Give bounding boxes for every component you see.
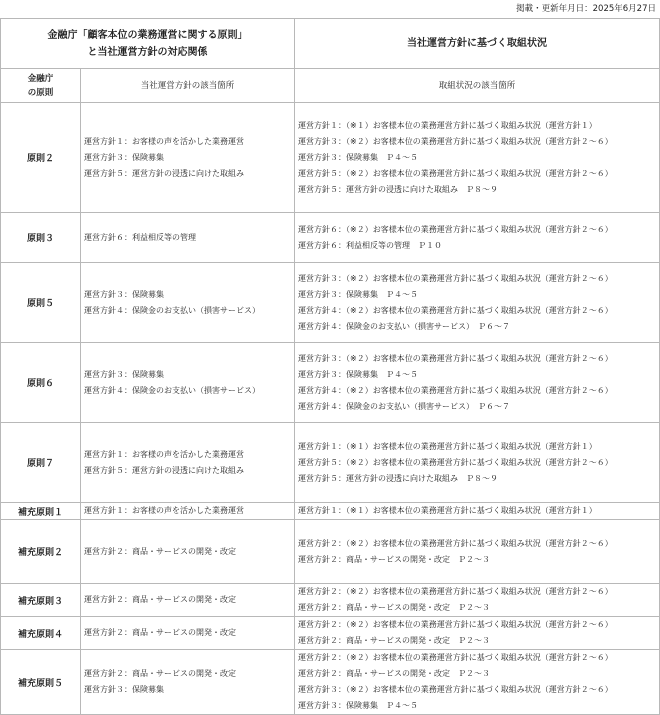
policy-line: 運営方針２：商品・サービスの開発・改定 [84,628,236,637]
status-line: 運営方針４：保険金のお支払い（損害サービス） Ｐ６～７ [298,321,510,331]
table-row [1,650,660,715]
subheader-principle-line1: 金融庁 [27,73,54,84]
table-row [1,263,660,343]
publication-date: 掲載・更新年月日：2025年6月27日 [516,4,656,14]
status-line: 運営方針３：保険募集 Ｐ４～５ [298,289,418,299]
status-line: 運営方針２：商品・サービスの開発・改定 Ｐ２～３ [298,554,490,564]
principle-cell: 補充原則１ [1,503,81,520]
policy-cell [81,343,295,423]
status-line: 運営方針２：商品・サービスの開発・改定 Ｐ２～３ [298,669,490,678]
policy-cell [81,650,295,715]
policy-line: 運営方針２：商品・サービスの開発・改定 [84,595,236,604]
table-row [1,103,660,213]
status-cell [295,213,660,263]
status-line: 運営方針３：保険募集 Ｐ４～５ [298,701,418,710]
table-row [1,213,660,263]
status-line: 運営方針２：（※２）お客様本位の業務運営方針に基づく取組み状況（運営方針２～６） [298,587,613,596]
principle-cell: 原則７ [1,423,81,503]
policy-line: 運営方針１：お客様の声を活かした業務運営 [84,136,244,146]
policy-cell [81,263,295,343]
status-line: 運営方針５：運営方針の浸透に向けた取組み Ｐ８～９ [298,473,498,483]
policy-cell [81,584,295,617]
status-cell [295,617,660,650]
policy-cell [81,617,295,650]
status-cell [295,503,660,520]
status-line: 運営方針３：（※２）お客様本位の業務運営方針に基づく取組み状況（運営方針２～６） [298,136,613,146]
status-line: 運営方針３：保険募集 Ｐ４～５ [298,369,418,379]
status-line: 運営方針１：（※１）お客様本位の業務運営方針に基づく取組み状況（運営方針１） [298,506,597,515]
status-cell [295,584,660,617]
status-line: 運営方針３：保険募集 Ｐ４～５ [298,152,418,162]
table-row [1,423,660,503]
policy-line: 運営方針３：保険募集 [84,152,164,162]
status-line: 運営方針３：（※２）お客様本位の業務運営方針に基づく取組み状況（運営方針２～６） [298,353,613,363]
policy-line: 運営方針５：運営方針の浸透に向けた取組み [84,168,244,178]
status-line: 運営方針４：（※２）お客様本位の業務運営方針に基づく取組み状況（運営方針２～６） [298,305,613,315]
status-cell [295,263,660,343]
correspondence-table [0,18,660,715]
status-line: 運営方針６：（※２）お客様本位の業務運営方針に基づく取組み状況（運営方針２～６） [298,224,613,234]
policy-line: 運営方針１：お客様の声を活かした業務運営 [84,506,244,515]
status-line: 運営方針６：利益相反等の管理 Ｐ１０ [298,240,442,250]
principle-cell: 補充原則３ [1,584,81,617]
policy-line: 運営方針２：商品・サービスの開発・改定 [84,546,236,556]
policy-line: 運営方針４：保険金のお支払い（損害サービス） [84,385,260,395]
status-line: 運営方針３：（※２）お客様本位の業務運営方針に基づく取組み状況（運営方針２～６） [298,685,613,694]
policy-line: 運営方針１：お客様の声を活かした業務運営 [84,449,244,459]
table-row [1,617,660,650]
policy-cell [81,503,295,520]
subheader-status: 取組状況の該当箇所 [295,69,660,103]
status-line: 運営方針５：（※２）お客様本位の業務運営方針に基づく取組み状況（運営方針２～６） [298,457,613,467]
status-line: 運営方針１：（※１）お客様本位の業務運営方針に基づく取組み状況（運営方針１） [298,441,597,451]
table-row [1,520,660,584]
status-line: 運営方針１：（※１）お客様本位の業務運営方針に基づく取組み状況（運営方針１） [298,120,597,130]
status-line: 運営方針２：商品・サービスの開発・改定 Ｐ２～３ [298,603,490,612]
policy-line: 運営方針３：保険募集 [84,685,164,694]
table-row [1,503,660,520]
policy-line: 運営方針４：保険金のお支払い（損害サービス） [84,305,260,315]
policy-cell [81,520,295,584]
subheader-policy: 当社運営方針の該当箇所 [81,69,295,103]
status-line: 運営方針２：（※２）お客様本位の業務運営方針に基づく取組み状況（運営方針２～６） [298,620,613,629]
policy-line: 運営方針３：保険募集 [84,369,164,379]
status-line: 運営方針３：（※２）お客様本位の業務運営方針に基づく取組み状況（運営方針２～６） [298,273,613,283]
status-cell [295,520,660,584]
status-line: 運営方針２：商品・サービスの開発・改定 Ｐ２～３ [298,636,490,645]
policy-cell [81,213,295,263]
status-cell [295,103,660,213]
principle-cell: 原則５ [1,263,81,343]
policy-cell [81,103,295,213]
policy-line: 運営方針５：運営方針の浸透に向けた取組み [84,465,244,475]
policy-line: 運営方針２：商品・サービスの開発・改定 [84,669,236,678]
status-line: 運営方針４：保険金のお支払い（損害サービス） Ｐ６～７ [298,401,510,411]
principle-cell: 原則６ [1,343,81,423]
principle-cell: 補充原則２ [1,520,81,584]
table-subheader-row [1,69,660,103]
header-right-cell: 当社運営方針に基づく取組状況 [295,19,660,69]
header-left-cell [1,19,295,69]
principle-cell: 原則３ [1,213,81,263]
principle-cell: 補充原則４ [1,617,81,650]
header-left-line1: 金融庁「顧客本位の業務運営に関する原則」 [47,29,248,41]
status-line: 運営方針２：（※２）お客様本位の業務運営方針に基づく取組み状況（運営方針２～６） [298,653,613,662]
table-body [1,103,660,715]
status-cell [295,650,660,715]
status-line: 運営方針４：（※２）お客様本位の業務運営方針に基づく取組み状況（運営方針２～６） [298,385,613,395]
principle-cell: 補充原則５ [1,650,81,715]
subheader-principle-line2: の原則 [27,87,54,98]
table-header-row [1,19,660,69]
status-line: 運営方針５：（※２）お客様本位の業務運営方針に基づく取組み状況（運営方針２～６） [298,168,613,178]
policy-line: 運営方針６：利益相反等の管理 [84,232,196,242]
table-row [1,343,660,423]
principle-cell: 原則２ [1,103,81,213]
table-row [1,584,660,617]
subheader-principle [1,69,81,103]
status-line: 運営方針５：運営方針の浸透に向けた取組み Ｐ８～９ [298,184,498,194]
status-cell [295,343,660,423]
header-left-line2: と当社運営方針の対応関係 [87,46,208,58]
status-line: 運営方針２：（※２）お客様本位の業務運営方針に基づく取組み状況（運営方針２～６） [298,538,613,548]
policy-line: 運営方針３：保険募集 [84,289,164,299]
status-cell [295,423,660,503]
policy-cell [81,423,295,503]
